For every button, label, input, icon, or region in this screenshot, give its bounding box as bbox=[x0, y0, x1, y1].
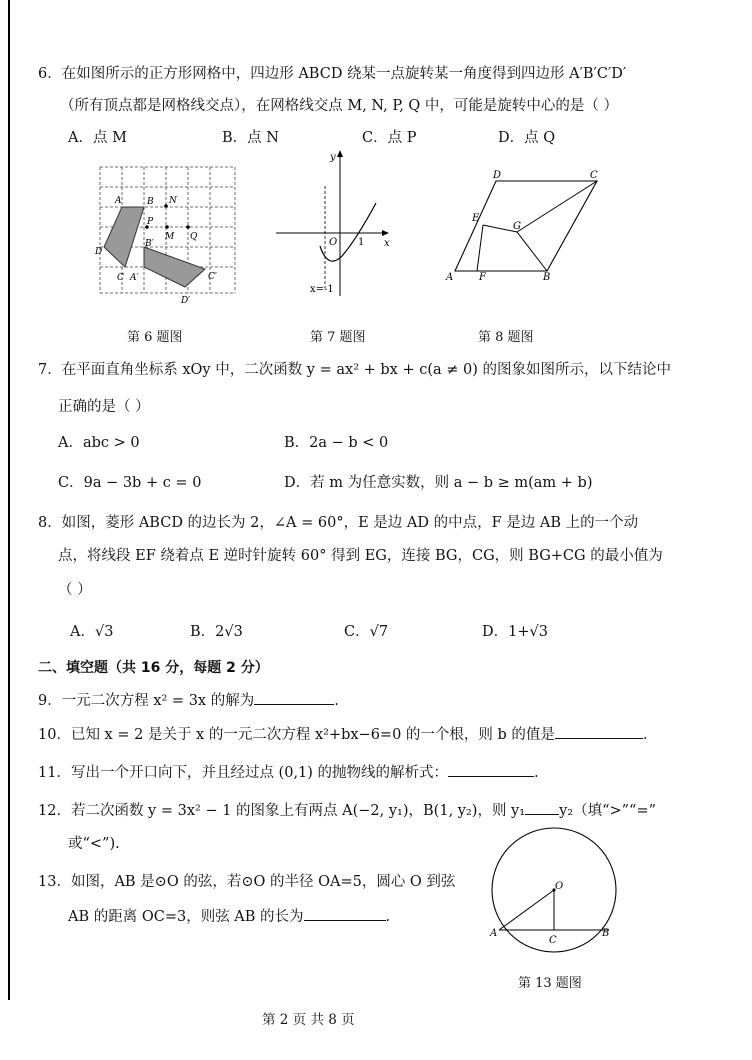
fig8-caption: 第 8 题图 bbox=[478, 330, 534, 345]
fig8-label-e: E bbox=[472, 213, 480, 224]
parabola-curve bbox=[320, 203, 376, 261]
left-margin-rule bbox=[8, 0, 10, 1000]
q13-line2 bbox=[68, 906, 390, 927]
q7-option-d: D．若 m 为任意实数，则 a − b ≥ m(am + b) bbox=[284, 475, 593, 491]
q6-option-c: C．点 P bbox=[362, 130, 417, 146]
q7-line2: 正确的是（ ） bbox=[58, 399, 150, 415]
fig6-label-q: Q bbox=[190, 232, 198, 242]
q6-option-d: D．点 Q bbox=[498, 130, 556, 146]
q11-answer-blank[interactable] bbox=[448, 762, 534, 777]
fig7-label-one: 1 bbox=[358, 237, 365, 248]
q8-option-d: D．1+√3 bbox=[482, 624, 548, 640]
q9-answer-blank[interactable] bbox=[254, 690, 334, 705]
q10-end: . bbox=[642, 727, 648, 743]
fig6-label-c: C bbox=[117, 273, 124, 283]
fig6-label-d: D bbox=[95, 247, 103, 257]
q7-line1: 7．在平面直角坐标系 xOy 中，二次函数 y = ax² + bx + c(a ≠ 0) 的图象如图所示，以下结论中 bbox=[38, 362, 671, 378]
fig8-label-g: G bbox=[513, 221, 521, 232]
fig6-label-bprime: B′ bbox=[145, 239, 154, 249]
q8-line3: （ ） bbox=[58, 582, 92, 598]
fig7-caption: 第 7 题图 bbox=[310, 330, 366, 345]
q13-answer-blank[interactable] bbox=[304, 906, 386, 921]
fig6-label-a: A bbox=[115, 196, 122, 206]
q6-line2: （所有顶点都是网格线交点），在网格线交点 M, N, P, Q 中，可能是旋转中心的是（ ） bbox=[60, 98, 619, 114]
fig13-caption: 第 13 题图 bbox=[518, 976, 582, 991]
fig7-label-o: O bbox=[329, 237, 338, 248]
fig13-label-b: B bbox=[602, 928, 610, 939]
q7-option-c: C．9a − 3b + c = 0 bbox=[58, 475, 202, 491]
q6-option-b: B．点 N bbox=[222, 130, 279, 146]
q8-option-b: B．2√3 bbox=[190, 624, 243, 640]
q13-line1: 13．如图，AB 是⊙O 的弦，若⊙O 的半径 OA=5，圆心 O 到弦 bbox=[38, 874, 456, 890]
fig7-label-y: y bbox=[330, 152, 336, 163]
fig6-label-n: N bbox=[169, 196, 177, 206]
q10-text: 10．已知 x = 2 是关于 x 的一元二次方程 x²+bx−6=0 的一个根，则 b 的值是 bbox=[38, 727, 555, 743]
fig13-label-o: O bbox=[555, 881, 564, 892]
fig7-label-axis: x=-1 bbox=[310, 284, 334, 295]
q13-end: . bbox=[385, 909, 391, 925]
quad-abcd-prime bbox=[144, 247, 205, 287]
fig6-label-aprime: A′ bbox=[130, 273, 139, 283]
q11-text: 11．写出一个开口向下，并且经过点 (0,1) 的抛物线的解析式： bbox=[38, 765, 449, 781]
q8-line2: 点，将线段 EF 绕着点 E 逆时针旋转 60° 得到 EG，连接 BG，CG，则 BG+CG 的最小值为 bbox=[58, 548, 663, 564]
figure-6-grid bbox=[95, 162, 245, 312]
fig6-label-dprime: D′ bbox=[181, 296, 191, 306]
q9-end: . bbox=[334, 693, 339, 709]
q9-text: 9．一元二次方程 x² = 3x 的解为 bbox=[38, 693, 255, 709]
q12-line2: 或“<”). bbox=[68, 836, 120, 852]
q13-text: AB 的距离 OC=3，则弦 AB 的长为 bbox=[68, 909, 304, 925]
fig8-label-d: D bbox=[493, 170, 502, 181]
q8-line1: 8．如图，菱形 ABCD 的边长为 2，∠A = 60°，E 是边 AD 的中点，F 是边 AB 上的一个动 bbox=[38, 515, 639, 531]
q7-option-a: A．abc > 0 bbox=[58, 435, 140, 451]
fig7-label-x: x bbox=[384, 238, 390, 249]
figure-8-rhombus bbox=[440, 168, 610, 288]
q6-line1: 6．在如图所示的正方形网格中，四边形 ABCD 绕某一点旋转某一角度得到四边形 A′B′C′D′ bbox=[38, 66, 627, 82]
fig6-label-cprime: C′ bbox=[208, 272, 217, 282]
q10-answer-blank[interactable] bbox=[555, 724, 643, 739]
fig8-label-a: A bbox=[446, 272, 454, 283]
page-footer: 第 2 页 共 8 页 bbox=[262, 1012, 355, 1028]
fig8-label-c: C bbox=[590, 170, 598, 181]
fig8-label-b: B bbox=[543, 272, 551, 283]
q11-line bbox=[38, 762, 539, 783]
q6-option-a: A．点 M bbox=[68, 130, 127, 146]
q8-option-a: A．√3 bbox=[70, 624, 114, 640]
q12-answer-blank[interactable] bbox=[525, 800, 559, 815]
q12-text-b: y₂（填“>”“=” bbox=[559, 803, 657, 819]
q8-option-c: C．√7 bbox=[344, 624, 389, 640]
q9-line bbox=[38, 690, 339, 711]
fig6-label-b: B bbox=[147, 197, 154, 207]
figure-13-circle bbox=[490, 816, 620, 966]
fig6-label-p: P bbox=[147, 217, 154, 227]
figure-7-parabola bbox=[272, 148, 397, 298]
q10-line bbox=[38, 724, 648, 745]
q12-text: 12．若二次函数 y = 3x² − 1 的图象上有两点 A(−2, y₁)，B(1, y₂)，则 y₁ bbox=[38, 803, 526, 819]
quad-abcd bbox=[104, 207, 144, 267]
fig8-label-f: F bbox=[479, 272, 486, 283]
fig6-label-m: M bbox=[165, 232, 175, 242]
fig13-label-a: A bbox=[490, 928, 498, 939]
q11-end: . bbox=[534, 765, 539, 781]
q7-option-b: B．2a − b < 0 bbox=[284, 435, 389, 451]
fig13-label-c: C bbox=[549, 935, 557, 946]
fig6-caption: 第 6 题图 bbox=[127, 330, 183, 345]
section-2-title: 二、填空题（共 16 分，每题 2 分） bbox=[38, 660, 269, 676]
